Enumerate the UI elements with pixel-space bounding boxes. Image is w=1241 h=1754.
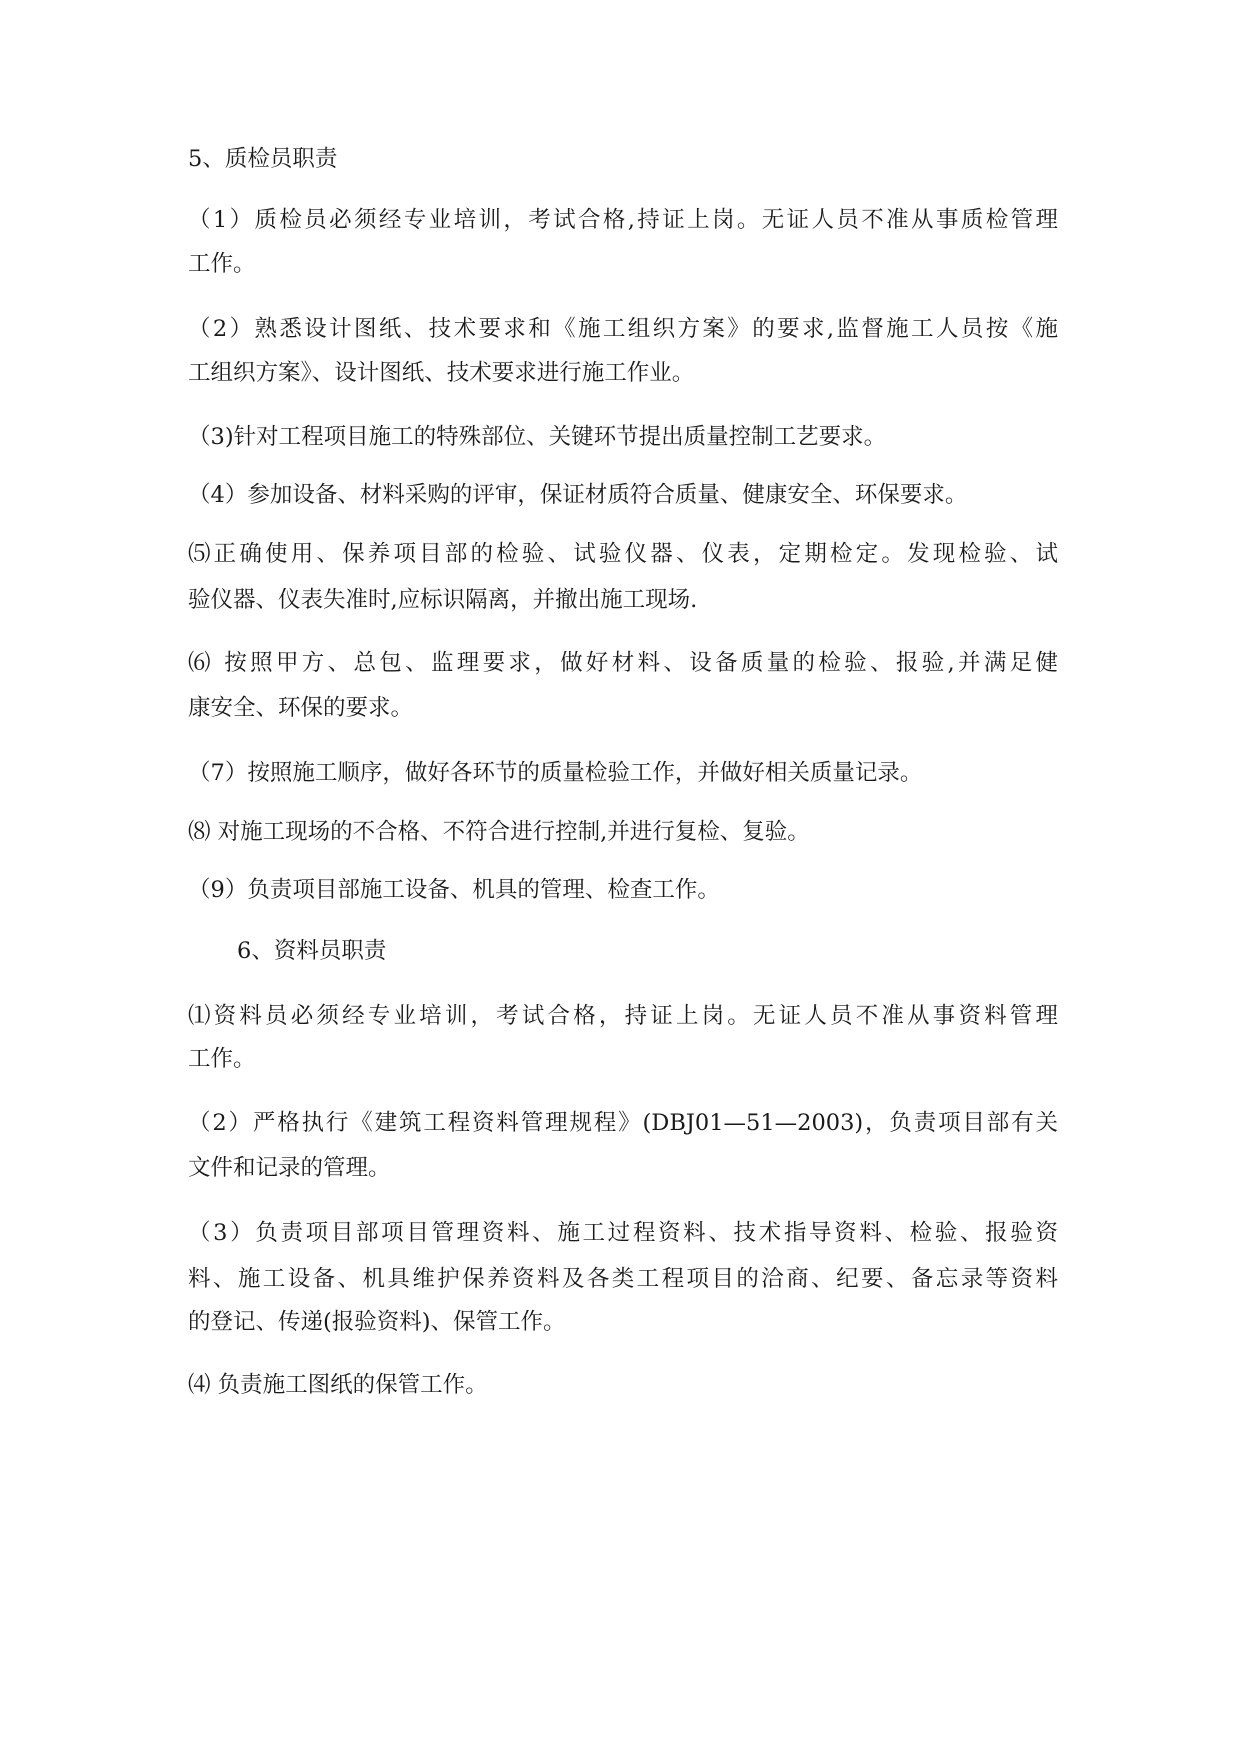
paragraph-line: 工作。	[188, 1046, 256, 1072]
paragraph-line: （2）严格执行《建筑工程资料管理规程》(DBJ01—51—2003)，负责项目部有关	[188, 1110, 1058, 1136]
paragraph-line: 工作。	[188, 251, 256, 277]
paragraph-line: 验仪器、仪表失准时,应标识隔离，并撤出施工现场.	[188, 587, 698, 613]
paragraph-line: ⑹ 按照甲方、总包、监理要求，做好材料、设备质量的检验、报验,并满足健	[188, 650, 1058, 676]
paragraph-line: （1）质检员必须经专业培训，考试合格,持证上岗。无证人员不准从事质检管理	[188, 207, 1058, 233]
section-heading-quality-inspector: 5、质检员职责	[188, 146, 338, 172]
paragraph-line: ⑴资料员必须经专业培训，考试合格，持证上岗。无证人员不准从事资料管理	[188, 1003, 1058, 1029]
paragraph-line: 文件和记录的管理。	[188, 1155, 391, 1181]
paragraph-line: 料、施工设备、机具维护保养资料及各类工程项目的洽商、纪要、备忘录等资料	[188, 1266, 1058, 1292]
paragraph-line: ⑻ 对施工现场的不合格、不符合进行控制,并进行复检、复验。	[188, 819, 810, 845]
paragraph-line: （3）负责项目部项目管理资料、施工过程资料、技术指导资料、检验、报验资	[188, 1220, 1058, 1246]
paragraph-line: 康安全、环保的要求。	[188, 695, 414, 721]
section-heading-document-controller: 6、资料员职责	[237, 938, 387, 964]
paragraph-line: （2）熟悉设计图纸、技术要求和《施工组织方案》的要求,监督施工人员按《施	[188, 316, 1058, 342]
paragraph-line: 的登记、传递(报验资料)、保管工作。	[188, 1309, 566, 1335]
paragraph-line: （3)针对工程项目施工的特殊部位、关键环节提出质量控制工艺要求。	[188, 424, 887, 450]
paragraph-line: （4）参加设备、材料采购的评审，保证材质符合质量、健康安全、环保要求。	[188, 482, 968, 508]
paragraph-line: （7）按照施工顺序，做好各环节的质量检验工作，并做好相关质量记录。	[188, 760, 923, 786]
paragraph-line: 工组织方案》、设计图纸、技术要求进行施工作业。	[188, 360, 695, 386]
paragraph-line: （9）负责项目部施工设备、机具的管理、检查工作。	[188, 877, 720, 903]
paragraph-line: ⑸正确使用、保养项目部的检验、试验仪器、仪表，定期检定。发现检验、试	[188, 541, 1058, 567]
paragraph-line: ⑷ 负责施工图纸的保管工作。	[188, 1372, 488, 1398]
